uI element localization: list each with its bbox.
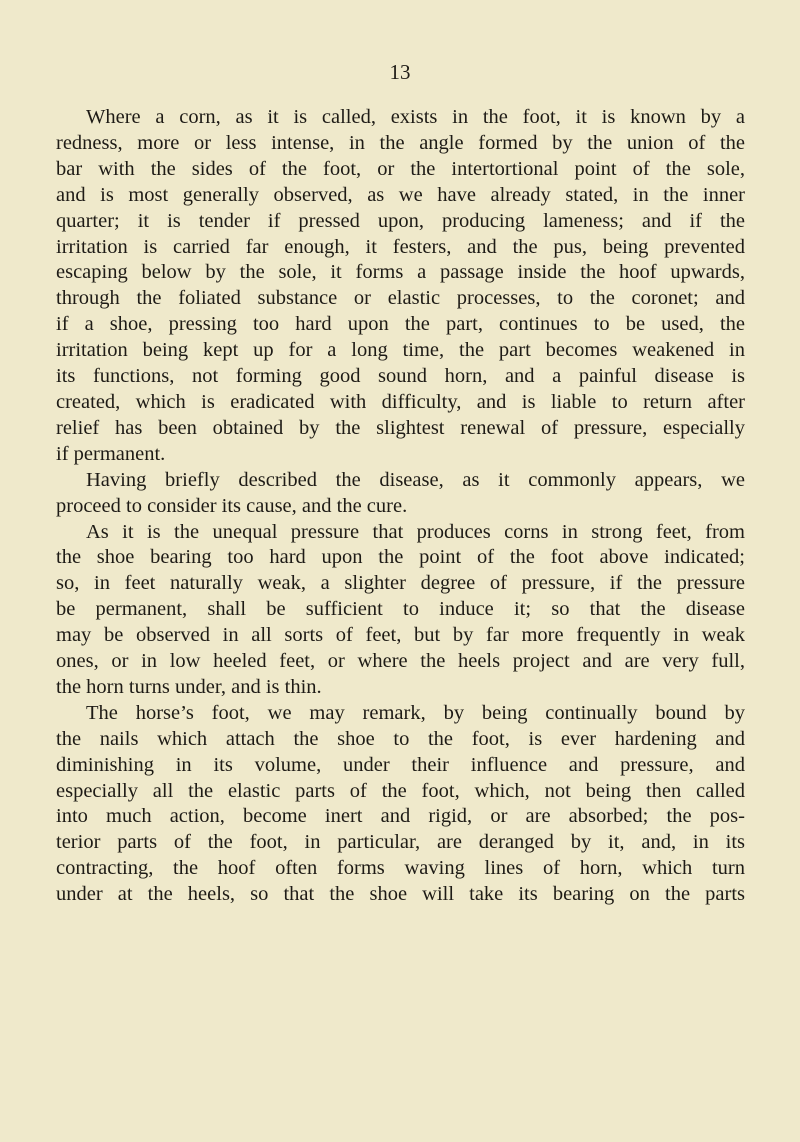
text-line: the nails which attach the shoe to the foot, is ever hardening and bbox=[56, 727, 745, 750]
page-number: 13 bbox=[389, 60, 411, 84]
text-line: into much action, become inert and rigid, or are absorbed; the pos- bbox=[56, 805, 745, 828]
text-line: As it is the unequal pressure that produces corns in strong feet, from bbox=[86, 520, 745, 543]
text-line: the horn turns under, and is thin. bbox=[56, 675, 322, 698]
text-line: Where a corn, as it is called, exists in the foot, it is known by a bbox=[86, 106, 745, 128]
text-line: quarter; it is tender if pressed upon, producing lameness; and if the bbox=[56, 209, 745, 232]
text-line: be permanent, shall be sufficient to induce it; so that the disease bbox=[56, 598, 745, 621]
text-line: escaping below by the sole, it forms a passage inside the hoof upwards, bbox=[56, 261, 745, 284]
text-line: through the foliated substance or elastic processes, to the coronet; and bbox=[56, 287, 745, 310]
text-line: created, which is eradicated with difficulty, and is liable to return after bbox=[56, 390, 745, 413]
paragraph-4 bbox=[56, 701, 745, 908]
body-text bbox=[56, 105, 745, 908]
text-line: diminishing in its volume, under their influence and pressure, and bbox=[56, 753, 745, 776]
text-line: so, in feet naturally weak, a slighter degree of pressure, if the pressure bbox=[56, 572, 745, 595]
text-line: may be observed in all sorts of feet, but by far more frequently in weak bbox=[56, 624, 745, 647]
text-line: under at the heels, so that the shoe will take its bearing on the parts bbox=[56, 883, 745, 906]
paragraph-2 bbox=[56, 468, 745, 520]
text-line: bar with the sides of the foot, or the intertortional point of the sole, bbox=[56, 157, 745, 180]
text-line: if a shoe, pressing too hard upon the part, continues to be used, the bbox=[56, 313, 745, 336]
text-line: if permanent. bbox=[56, 442, 166, 465]
text-line: especially all the elastic parts of the foot, which, not being then called bbox=[56, 779, 745, 802]
text-line: proceed to consider its cause, and the cure. bbox=[56, 494, 408, 517]
text-line: irritation being kept up for a long time, the part becomes weakened in bbox=[56, 339, 745, 362]
paragraph-3 bbox=[56, 520, 745, 701]
text-line: contracting, the hoof often forms waving lines of horn, which turn bbox=[56, 857, 745, 880]
paragraph-1 bbox=[56, 105, 745, 468]
text-line: and is most generally observed, as we have already stated, in the inner bbox=[56, 183, 745, 206]
text-line: irritation is carried far enough, it festers, and the pus, being prevented bbox=[56, 235, 745, 258]
text-line: terior parts of the foot, in particular, are deranged by it, and, in its bbox=[56, 831, 745, 854]
text-line: ones, or in low heeled feet, or where the heels project and are very full, bbox=[56, 650, 745, 673]
text-line: redness, more or less intense, in the angle formed by the union of the bbox=[56, 131, 745, 154]
text-line: its functions, not forming good sound horn, and a painful disease is bbox=[56, 365, 745, 388]
text-line: Having briefly described the disease, as it commonly appears, we bbox=[86, 468, 745, 491]
text-line: relief has been obtained by the slightest renewal of pressure, especially bbox=[56, 416, 745, 439]
text-line: The horse’s foot, we may remark, by being continually bound by bbox=[86, 701, 745, 724]
text-line: the shoe bearing too hard upon the point of the foot above indicated; bbox=[56, 546, 745, 569]
